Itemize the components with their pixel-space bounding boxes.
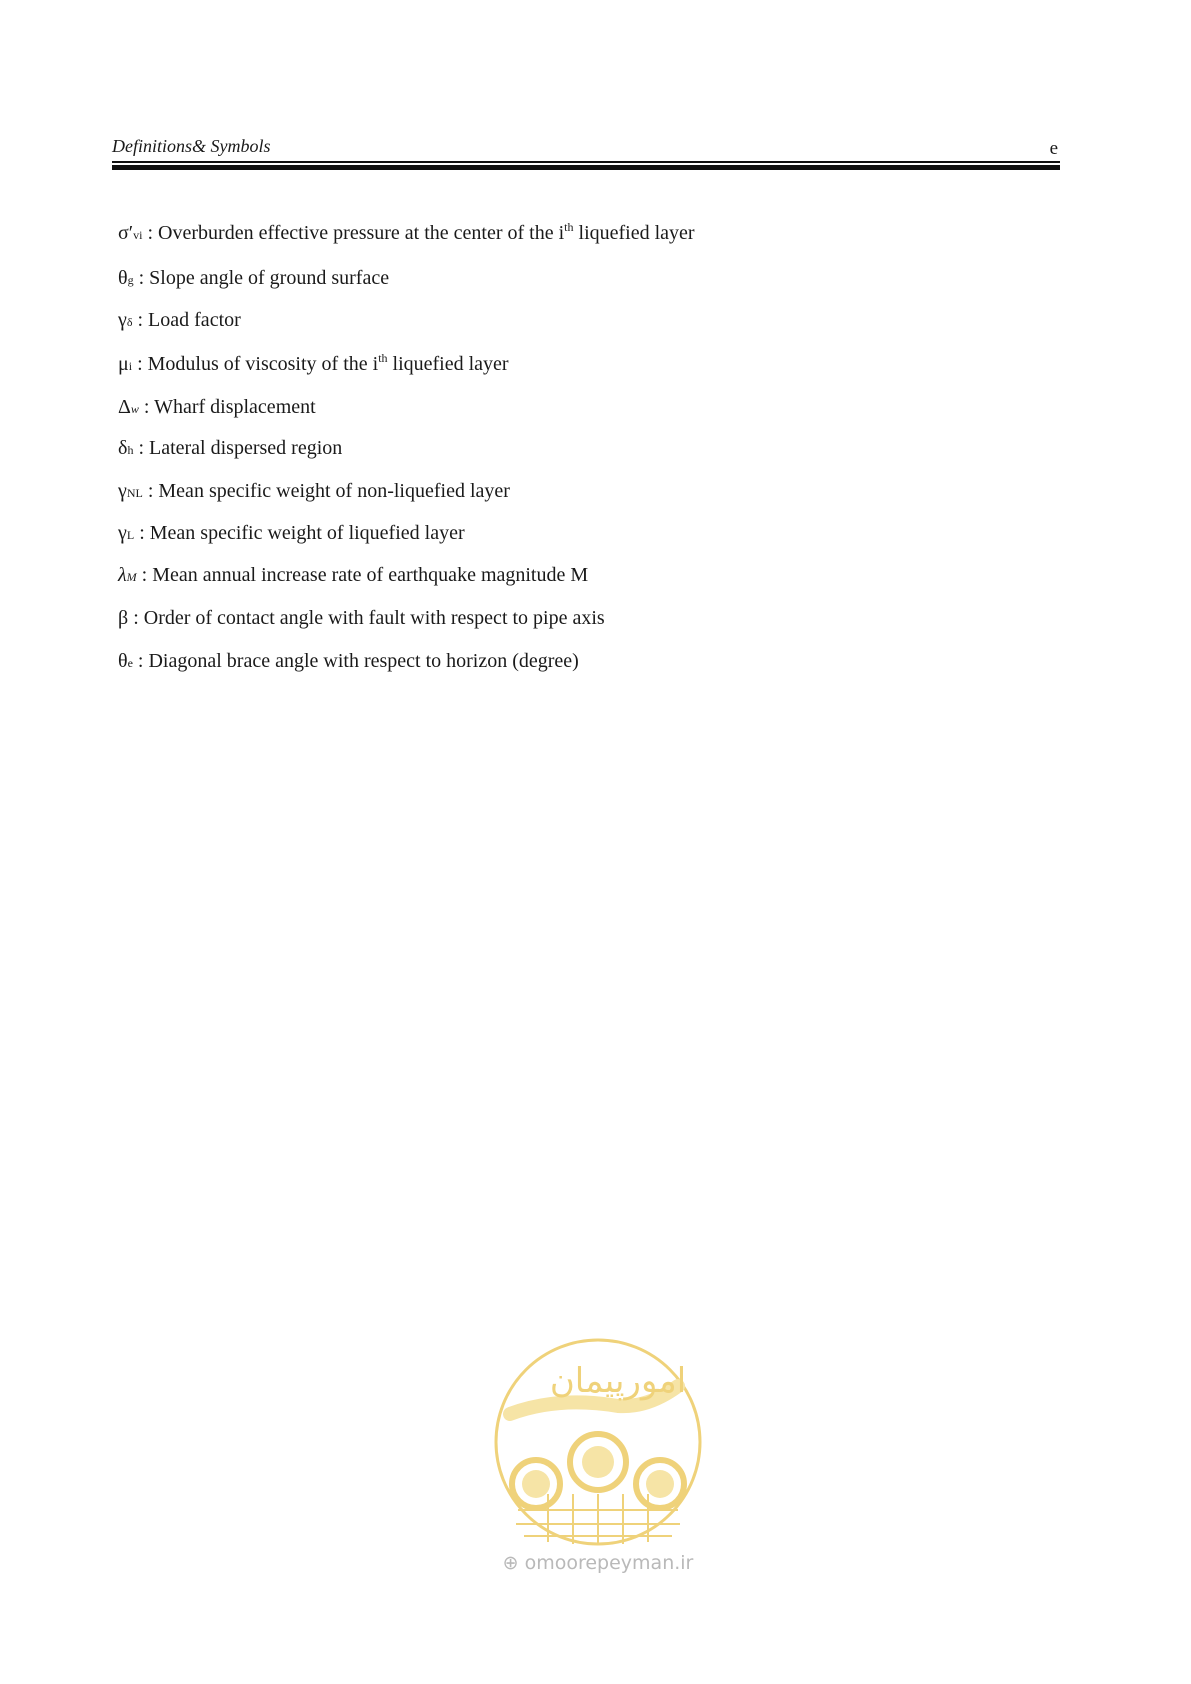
header-rule-thick [112, 165, 1060, 170]
gear-emblem-icon [488, 1334, 708, 1549]
definition-row [118, 650, 579, 673]
running-title: Definitions& Symbols [112, 136, 271, 156]
definition-row [118, 220, 695, 245]
definition-text: : Overburden effective pressure at the center of the i [142, 222, 565, 244]
definition-row [118, 309, 241, 332]
definition-text: : Diagonal brace angle with respect to horizon (degree) [132, 650, 579, 672]
superscript: th [564, 220, 574, 234]
definition-text-end: liquefied layer [573, 222, 695, 244]
symbol-subscript: NL [126, 486, 143, 500]
watermark-url: omoorepeyman.ir [524, 1552, 694, 1574]
symbol: θ [118, 650, 128, 672]
definition-text: : Mean specific weight of non-liquefied layer [142, 480, 510, 502]
definition-row [118, 607, 605, 630]
symbol: γ [118, 309, 127, 331]
symbol-subscript: L [126, 528, 135, 542]
symbol-subscript: e [127, 656, 133, 670]
superscript: th [378, 351, 388, 365]
symbol-subscript: vi [133, 228, 143, 242]
symbol: Δ [118, 396, 131, 418]
header-rule-thin [112, 161, 1060, 163]
definition-text: : Load factor [132, 309, 241, 331]
page-number: e [1049, 138, 1058, 159]
definition-row [118, 437, 342, 460]
symbol: μ [118, 353, 129, 375]
logo-script-text: امورپیمان [549, 1361, 687, 1401]
definition-row [118, 480, 510, 503]
watermark-site [488, 1552, 708, 1574]
definition-text: : Slope angle of ground surface [133, 267, 390, 289]
definition-row [118, 522, 465, 545]
definition-text: : Modulus of viscosity of the i [132, 353, 379, 375]
symbol-subscript: δ [126, 315, 133, 329]
definition-text: : Wharf displacement [138, 396, 316, 418]
definition-row [118, 267, 389, 290]
symbol-subscript: w [130, 402, 139, 416]
symbol-subscript: i [128, 359, 133, 373]
definition-text: : Lateral dispersed region [133, 437, 343, 459]
globe-icon: ⊕ [502, 1552, 519, 1574]
symbol-subscript: g [127, 273, 134, 287]
definition-row [118, 396, 316, 419]
symbol: σ′ [118, 222, 134, 244]
symbol: θ [118, 267, 128, 289]
symbol: λ [118, 564, 127, 586]
page-header [112, 134, 1060, 158]
symbol-subscript: h [127, 443, 134, 457]
symbol: β [118, 607, 129, 629]
symbol: γ [118, 522, 127, 544]
definition-row [118, 351, 509, 376]
watermark-logo [488, 1334, 708, 1584]
symbol: γ [118, 480, 127, 502]
definition-text: : Mean annual increase rate of earthquake magnitude M [136, 564, 589, 586]
definition-text: : Mean specific weight of liquefied layer [134, 522, 465, 544]
definition-text: : Order of contact angle with fault with respect to pipe axis [128, 607, 605, 629]
symbol: δ [118, 437, 128, 459]
definition-text-end: liquefied layer [387, 353, 509, 375]
symbol-subscript: M [126, 570, 137, 584]
definition-row [118, 564, 588, 587]
